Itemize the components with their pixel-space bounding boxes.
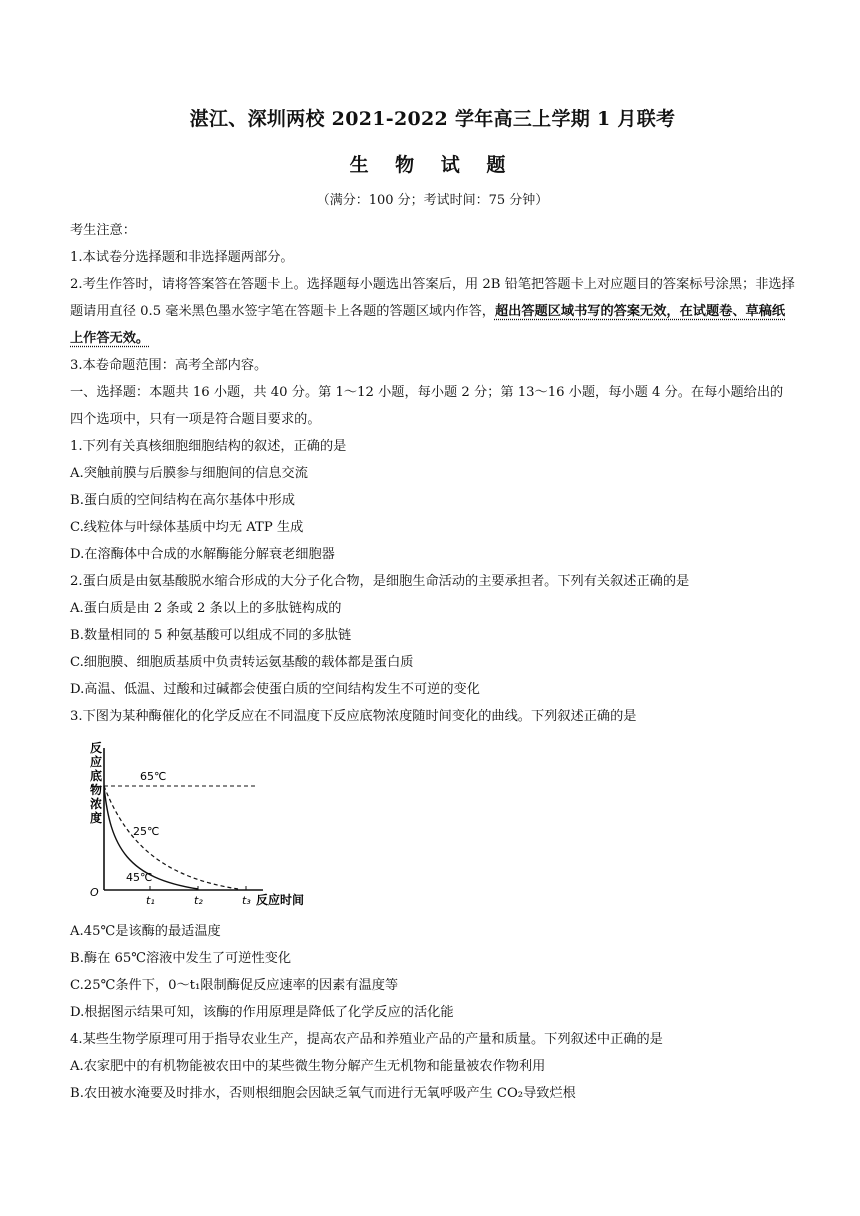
q1-option-b: B.蛋白质的空间结构在高尔基体中形成 — [70, 493, 295, 508]
curve-25c — [104, 786, 238, 889]
q1-option-d: D.在溶酶体中合成的水解酶能分解衰老细胞器 — [70, 547, 335, 562]
curve-label-25c: 25℃ — [133, 825, 160, 838]
x-axis-label: 反应时间 — [256, 893, 305, 907]
y-axis-label-3: 底 — [90, 769, 103, 783]
y-axis-label-5: 浓 — [90, 797, 103, 811]
q2-option-c: C.细胞膜、细胞质基质中负责转运氨基酸的载体都是蛋白质 — [70, 655, 414, 670]
exam-body — [70, 217, 795, 1107]
q4-stem: 4.某些生物学原理可用于指导农业生产，提高农产品和养殖业产品的产量和质量。下列叙述中正确的是 — [70, 1032, 663, 1047]
enzyme-chart — [88, 738, 348, 918]
y-axis-label-6: 度 — [90, 811, 103, 825]
y-axis-label-1: 反 — [90, 741, 103, 755]
q3-option-c: C.25℃条件下，0～t₁限制酶促反应速率的因素有温度等 — [70, 978, 399, 993]
q3-option-b: B.酶在 65℃溶液中发生了可逆性变化 — [70, 951, 292, 966]
q1-stem: 1.下列有关真核细胞细胞结构的叙述，正确的是 — [70, 439, 347, 454]
q4-option-a: A.农家肥中的有机物能被农田中的某些微生物分解产生无机物和能量被农作物利用 — [70, 1059, 546, 1074]
tick-label-t1: t₁ — [146, 894, 155, 907]
notice-item-2 — [70, 271, 795, 352]
q3-option-a: A.45℃是该酶的最适温度 — [70, 924, 221, 939]
notice-heading: 考生注意： — [70, 223, 136, 238]
exam-title: 湛江、深圳两校 2021-2022 学年高三上学期 1 月联考 — [189, 108, 676, 130]
subject-title: 生 物 试 题 — [349, 154, 516, 176]
q3-stem: 3.下图为某种酶催化的化学反应在不同温度下反应底物浓度随时间变化的曲线。下列叙述正确的是 — [70, 709, 637, 724]
notice-item-2-text: 2.考生作答时，请将答案答在答题卡上。选择题每小题选出答案后，用 2B 铅笔把答题卡上对应题目的答案标号涂黑；非选择题请用直径 0.5 毫米黑色墨水签字笔在答题卡上各题的答题区域内作答， — [70, 277, 795, 319]
q4-option-b: B.农田被水淹要及时排水，否则根细胞会因缺乏氧气而进行无氧呼吸产生 CO₂导致烂根 — [70, 1086, 576, 1101]
y-axis-label-2: 应 — [90, 755, 103, 769]
q2-option-b: B.数量相同的 5 种氨基酸可以组成不同的多肽链 — [70, 628, 352, 643]
q2-option-a: A.蛋白质是由 2 条或 2 条以上的多肽链构成的 — [70, 601, 342, 616]
q2-stem: 2.蛋白质是由氨基酸脱水缩合形成的大分子化合物，是细胞生命活动的主要承担者。下列有关叙述正确的是 — [70, 574, 690, 589]
notice-emphasis: 超出答题区域书写的答案无效，在试题卷、草稿纸上作答无效。 — [70, 304, 786, 346]
curve-label-65c: 65℃ — [140, 770, 167, 783]
notice-item-1: 1.本试卷分选择题和非选择题两部分。 — [70, 250, 294, 265]
tick-label-t3: t₃ — [242, 894, 251, 907]
enzyme-figure — [88, 738, 348, 918]
q2-option-d: D.高温、低温、过酸和过碱都会使蛋白质的空间结构发生不可逆的变化 — [70, 682, 480, 697]
section-intro: 一、选择题：本题共 16 小题，共 40 分。第 1～12 小题，每小题 2 分；第 13～16 小题，每小题 4 分。在每小题给出的四个选项中，只有一项是符合题目要求的。 — [70, 385, 784, 427]
exam-meta: （满分：100 分；考试时间：75 分钟） — [316, 193, 549, 208]
y-axis-label-4: 物 — [90, 783, 103, 797]
notice-item-3: 3.本卷命题范围：高考全部内容。 — [70, 358, 268, 373]
q1-option-a: A.突触前膜与后膜参与细胞间的信息交流 — [70, 466, 308, 481]
tick-label-t2: t₂ — [194, 894, 203, 907]
curve-label-45c: 45℃ — [126, 871, 153, 884]
q1-option-c: C.线粒体与叶绿体基质中均无 ATP 生成 — [70, 520, 304, 535]
origin-label: O — [90, 886, 99, 899]
q3-option-d: D.根据图示结果可知，该酶的作用原理是降低了化学反应的活化能 — [70, 1005, 454, 1020]
